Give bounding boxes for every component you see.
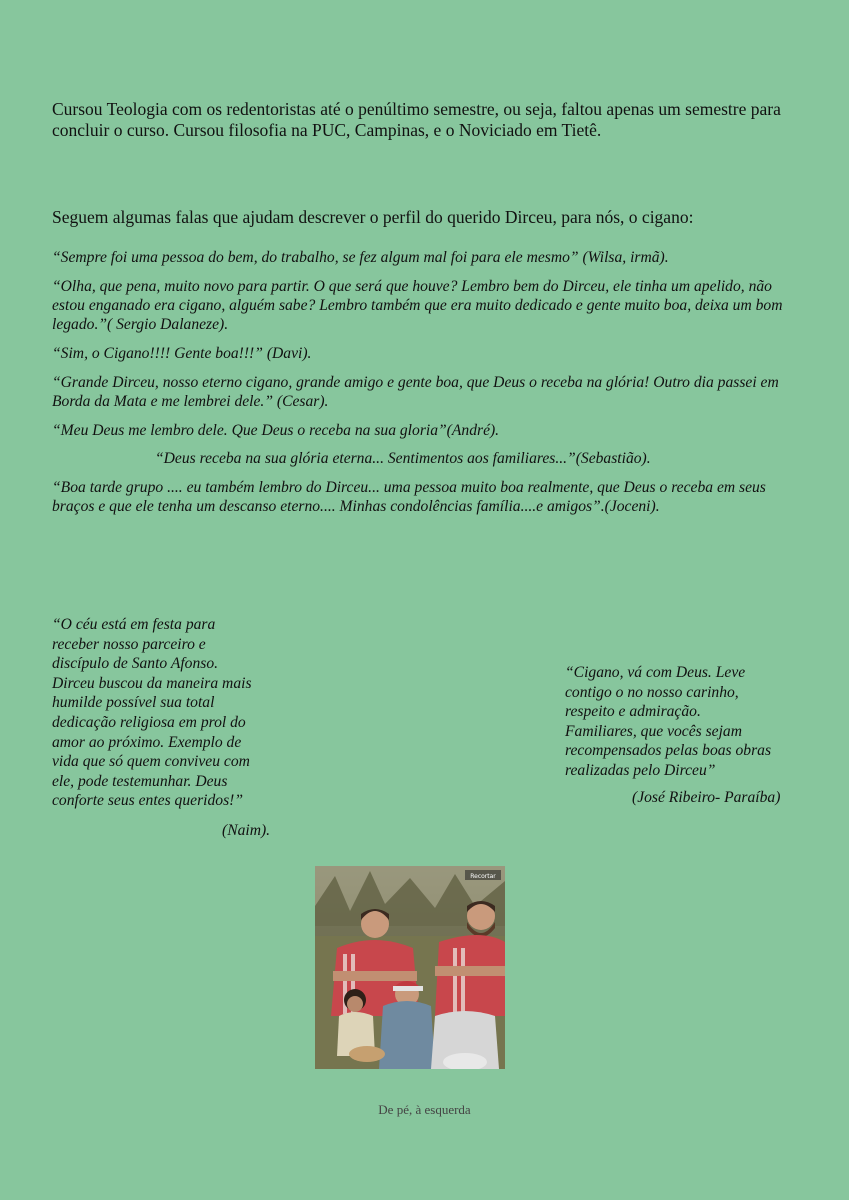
quote-line: dedicação religiosa em prol do (52, 713, 246, 731)
photo-caption: De pé, à esquerda (378, 1102, 471, 1117)
quote-line: ele, pode testemunhar. Deus (52, 772, 228, 790)
quote-line: humilde possível sua total (52, 694, 215, 712)
lead-paragraph: Seguem algumas falas que ajudam descrever o perfil do querido Dirceu, para nós, o cigano: (52, 207, 694, 227)
quote-naim-author: (Naim). (222, 822, 271, 839)
quote-line: contigo o no nosso carinho, (565, 683, 739, 701)
quote-wilsa: “Sempre foi uma pessoa do bem, do trabalho, se fez algum mal foi para ele mesmo” (Wilsa, irmã). (52, 249, 669, 266)
photo-watermark: Recortar (470, 873, 496, 880)
quote-line: respeito e admiração. (565, 703, 701, 721)
quote-jose-ribeiro (565, 663, 815, 781)
quote-andre: “Meu Deus me lembro dele. Que Deus o receba na sua gloria”(André). (52, 422, 500, 439)
quote-sebastiao: “Deus receba na sua glória eterna... Sentimentos aos familiares...”(Sebastião). (155, 450, 651, 467)
quote-jose-ribeiro-author: (José Ribeiro- Paraíba) (632, 789, 781, 806)
quote-line: amor ao próximo. Exemplo de (52, 733, 242, 751)
quote-line: realizadas pelo Dirceu” (565, 761, 716, 779)
quote-sergio: “Olha, que pena, muito novo para partir. O que será que houve? Lembro bem do Dirceu, ele tinha um apelido, não estou enganado era cigano, alguém sabe? Lembro também que era muito dedicado e gente muito boa, deixa um bom legado.”( Sergio Dalaneze). (52, 278, 783, 333)
photo-illustration (315, 866, 505, 1069)
quote-line: Dirceu buscou da maneira mais (52, 674, 252, 692)
quote-line: recompensados pelas boas obras (565, 742, 772, 760)
quote-line: discípulo de Santo Afonso. (52, 655, 219, 673)
quote-cesar: “Grande Dirceu, nosso eterno cigano, grande amigo e gente boa, que Deus o receba na glória! Outro dia passei em Borda da Mata e me lembrei dele.” (Cesar). (52, 374, 779, 410)
quote-line: receber nosso parceiro e (52, 635, 206, 653)
quote-davi: “Sim, o Cigano!!!! Gente boa!!!” (Davi). (52, 345, 312, 362)
quote-line: “O céu está em festa para (52, 616, 216, 633)
intro-paragraph: Cursou Teologia com os redentoristas até o penúltimo semestre, ou seja, faltou apenas um semestre para concluir o curso. Cursou filosofia na PUC, Campinas, e o Noviciado em Tietê. (52, 99, 781, 140)
quote-naim (52, 615, 292, 811)
quote-joceni: “Boa tarde grupo .... eu também lembro do Dirceu... uma pessoa muito boa realmente, que Deus o receba em seus braços e que ele tenha um descanso eterno.... Minhas condolências família....e amigos”.(Joceni). (52, 479, 766, 515)
group-photo (315, 866, 505, 1069)
quote-line: Familiares, que vocês sejam (565, 722, 742, 740)
quote-line: “Cigano, vá com Deus. Leve (565, 664, 746, 681)
quote-line: conforte seus entes queridos!” (52, 792, 244, 810)
quote-line: vida que só quem conviveu com (52, 753, 250, 771)
